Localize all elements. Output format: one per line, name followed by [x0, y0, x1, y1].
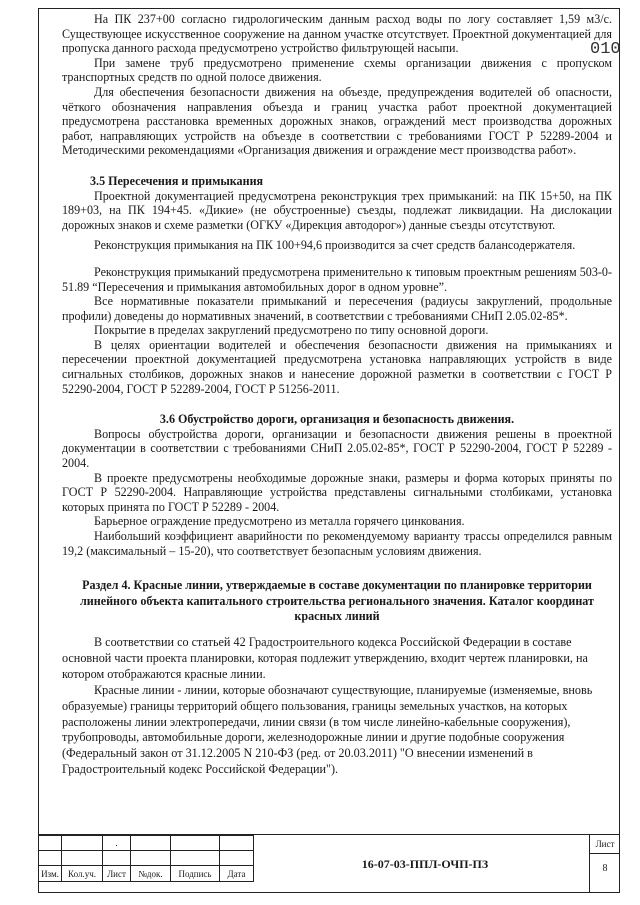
sheet-number: 8: [602, 863, 608, 874]
paragraph: Реконструкция примыканий предусмотрена применительно к типовым проектным решениям 503-0-51.89 “Пересечения и примыкания автомобильных дорог в одном уровне”.: [62, 264, 612, 294]
column-header: Подпись: [171, 866, 220, 882]
paragraph: В проекте предусмотрены необходимые дорожные знаки, размеры и форма которых приняты по ГОСТ Р 52290-2004. Направляющие устройства представлены сигнальными столбиками, установка которых принята по ГОСТ Р 52289 - 2004.: [62, 470, 612, 514]
column-header: Лист: [103, 866, 131, 882]
paragraph: Для обеспечения безопасности движения на объезде, предупреждения водителей об опасности, чёткого обозначения направления объезда и границ участка работ проектной документацией предусмотрена расстановка временных дорожных знаков, ограждений мест производства дорожных работ, направляющих устройств на объезде в соответствии с требованиями ГОСТ Р 52289-2004 и Методическими рекомендациями «Организация движения и ограждение мест производства работ».: [62, 84, 612, 158]
section-heading: 3.5 Пересечения и примыкания: [90, 173, 264, 188]
paragraph: Проектной документацией предусмотрена реконструкция трех примыканий: на ПК 15+50, на ПК 189+03, на ПК 194+45. «Дикие» (не обустроенные) съезды, подлежат ликвидации. На дислокации дорожных знаков и схеме разметки (ОГКУ «Дирекция автодорог») данные съезды отсутствуют.: [62, 188, 612, 232]
revision-table: [38, 835, 254, 882]
paragraph: В соответствии со статьей 42 Градостроительного кодекса Российской Федерации в составе основной части проекта планировки, которая подлежит утверждению, входит чертеж планировки, на котором отображаются красные линии.: [62, 634, 588, 681]
section-heading: Раздел 4. Красные линии, утверждаемые в составе документации по планировке территории линейного объекта капитального строительства регионального значения. Каталог координат красных линий: [80, 578, 594, 624]
column-header: Кол.уч.: [62, 866, 103, 882]
paragraph: Покрытие в пределах закруглений предусмотрено по типу основной дороги.: [94, 323, 489, 338]
sheet-cell: [589, 835, 620, 893]
column-header: Дата: [220, 866, 254, 882]
column-header: Изм.: [39, 866, 62, 882]
paragraph: На ПК 237+00 согласно гидрологическим данным расход воды по логу составляет 1,59 м3/с. Существующее искусственное сооружение на данном участке отсутствует. Проектной документацией для пропуска данного расхода предусмотрено устройство фильтрующей насыпи.: [62, 12, 612, 56]
document-code: 16-07-03-ППЛ-ОЧП-ПЗ: [361, 856, 489, 871]
column-header: №док.: [131, 866, 171, 882]
paragraph: При замене труб предусмотрено применение схемы организации движения с пропуском транспортных средств по одной полосе движения.: [62, 55, 612, 85]
paragraph: Все нормативные показатели примыканий и пересечения (радиусы закруглений, продольные профили) доведены до нормативных значений, в соответствии с требованиями СНиП 2.05.02-85*.: [62, 294, 612, 323]
section-heading: 3.6 Обустройство дороги, организация и безопасность движения.: [159, 412, 515, 427]
paragraph: Барьерное ограждение предусмотрено из металла горячего цинкования.: [94, 514, 465, 529]
paragraph: Вопросы обустройства дороги, организации и безопасности движения решены в проектной документации в соответствии с требованиями СНиП 2.05.02-85*, ГОСТ Р 52290-2004, ГОСТ Р 52289 - 2004.: [62, 426, 612, 471]
title-block: [38, 834, 620, 893]
paragraph: Наибольший коэффициент аварийности по рекомендуемому варианту трассы определился равным 19,2 (максимальный – 15-20), что соответствует безопасным условиям движения.: [62, 529, 612, 558]
page-stamp-number: 010: [590, 40, 621, 59]
paragraph: Реконструкция примыкания на ПК 100+94,6 производится за счет средств балансодержателя.: [94, 238, 576, 253]
paragraph: Красные линии - линии, которые обозначают существующие, планируемые (изменяемые, вновь образуемые) границы территорий общего пользования, границы земельных участков, на которых расположены линии электропередачи, линии связи (в том числе линейно-кабельные сооружения), трубопроводы, автомобильные дороги, железнодорожные линии и другие подобные сооружения (Федеральный закон от 31.12.2005 N 210-ФЗ (ред. от 20.03.2011) "О внесении изменений в Градостроительный кодекс Российской Федерации").: [62, 682, 593, 777]
document-body: [62, 12, 612, 778]
paragraph: В целях ориентации водителей и обеспечения безопасности движения на примыканиях и пересечении проектной документацией предусмотрена установка направляющих устройств в виде сигнальных столбиков, дорожных знаков и нанесение дорожной разметки в соответствии с ГОСТ Р 52290-2004, ГОСТ Р 52289-2004, ГОСТ Р 51256-2011.: [62, 337, 612, 396]
sheet-label: Лист: [590, 835, 620, 854]
dot-mark: .: [115, 838, 118, 848]
